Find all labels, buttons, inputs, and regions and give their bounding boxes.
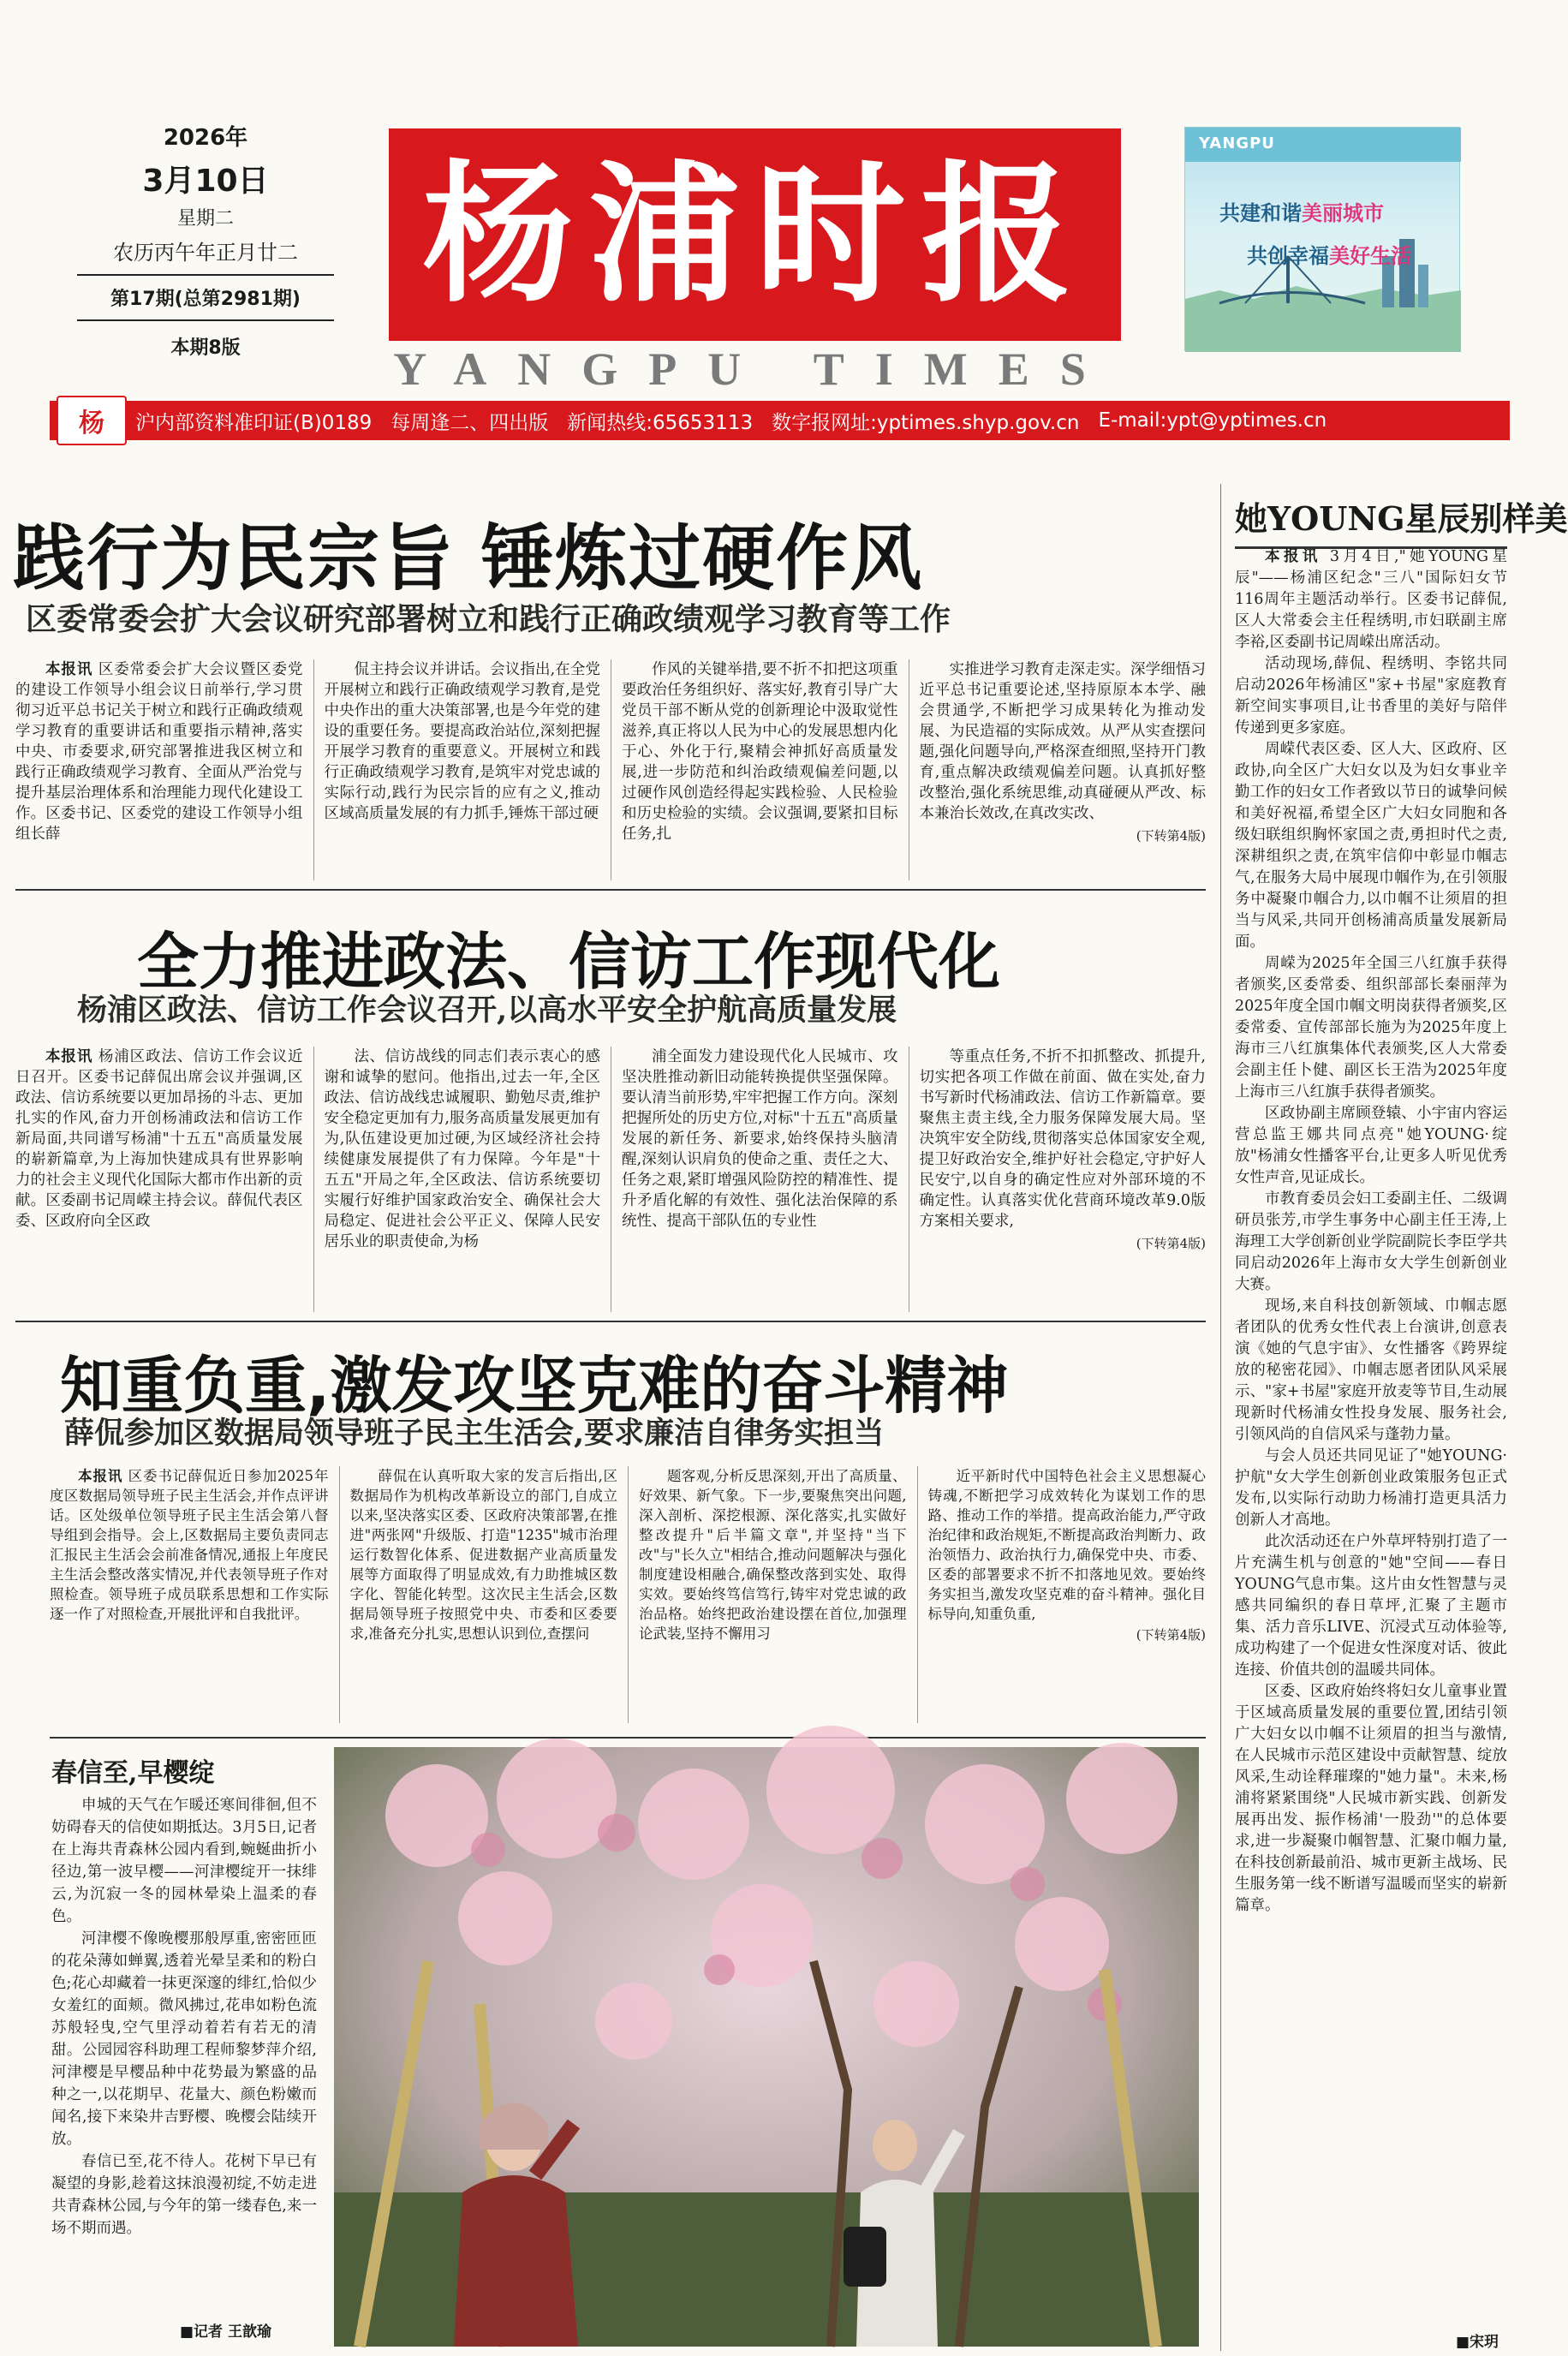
website-link[interactable]: 数字报网址:yptimes.shyp.gov.cn [772, 411, 1080, 434]
article2-col2 [313, 1047, 611, 1312]
sidebar-paragraph: 区政协副主席顾登辕、小宇宙内容运营总监王娜共同点亮"她YOUNG·绽放"杨浦女性播客平台,让更多人听见优秀女性声音,见证成长。 [1235, 1105, 1507, 1186]
article3-col4-text: 近平新时代中国特色社会主义思想凝心铸魂,不断把学习成效转化为谋划工作的思路、推动工作的举措。提高政治能力,严守政治纪律和政治规矩,不断提高政治判断力、政治领悟力、政治执行力,确保党中央、市委、区委的部署要求不折不扣落地见效。要始终务实担当,激发攻坚克难的奋斗精神。强化目标导向,知重负重, [927, 1468, 1206, 1622]
article2-col1 [15, 1047, 313, 1312]
article2-continue[interactable]: (下转第4版) [1136, 1236, 1206, 1251]
article3-col2 [339, 1466, 629, 1723]
lunar-date: 农历丙午年正月廿二 [77, 236, 334, 276]
article1-col2-text: 侃主持会议并讲话。会议指出,在全党开展树立和践行正确政绩观学习教育,是党中央作出的重大决策部署,也是今年党的建设的重要任务。要提高政治站位,深刻把握开展学习教育的重要意义。开展树立和践行正确政绩观学习教育,是筑牢对党忠诚的实际行动,践行为民宗旨的应有之义,推动区域高质量发展的有力抓手,锤炼干部过硬 [324, 661, 600, 822]
article3-col1 [50, 1466, 339, 1723]
page-count: 本期8版 [170, 337, 241, 359]
sidebar-paragraph: 活动现场,薛侃、程绣明、李铭共同启动2026年杨浦区"家+书屋"家庭教育新空间实事项目,让书香里的美好与陪伴传递到更多家庭。 [1235, 655, 1507, 737]
article2-col4 [909, 1047, 1207, 1312]
article1-subhead: 区委常委会扩大会议研究部署树立和践行正确政绩观学习教育等工作 [26, 601, 951, 637]
ad-slogan-1 [1219, 196, 1384, 226]
feature-body [51, 1794, 317, 2240]
article3-col3-text: 题客观,分析反思深刻,开出了高质量、好效果、新气象。下一步,要聚焦突出问题,深入剖析、深挖根源、深化落实,扎实做好整改提升"后半篇文章",并坚持"当下改"与"长久立"相结合,推动问题解决与强化制度建设相融合,确保整改落到实处、取得实效。要始终笃信笃行,铸牢对党忠诚的政治品格。始终把政治建设摆在首位,加强理论武装,坚持不懈用习 [639, 1468, 907, 1642]
masthead-title: 杨浦时报 [422, 146, 1088, 323]
ad-banner [1184, 127, 1460, 351]
divider [15, 889, 1206, 891]
article2-col1-text: 杨浦区政法、信访工作会议近日召开。区委书记薛侃出席会议并强调,区政法、信访系统要以更加昂扬的斗志、更加扎实的作风,奋力开创杨浦政法和信访工作新局面,共同谱写杨浦"十五五"高质量发展的崭新篇章,为上海加快建成具有世界影响力的社会主义现代化国际大都市作出新的贡献。区委副书记周嵘主持会议。薛侃代表区委、区政府向全区政 [15, 1048, 303, 1230]
feature-paragraph: 申城的天气在乍暖还寒间徘徊,但不妨碍春天的信使如期抵达。3月5日,记者在上海共青森林公园内看到,蜿蜒曲折小径边,第一波早樱——河津樱绽开一抹绯云,为沉寂一冬的园林晕染上温柔的春色。 [51, 1797, 317, 1925]
date-block [77, 120, 334, 360]
feature-title: 春信至,早樱绽 [51, 1758, 215, 1788]
ad-slogan-2b: 美好生活 [1329, 244, 1411, 268]
article2-col2-text: 法、信访战线的同志们表示衷心的感谢和诚挚的慰问。他指出,过去一年,全区政法、信访战线忠诚履职、勤勉尽责,维护安全稳定更加有力,服务高质量发展更加有为,队伍建设更加过硬,为区域经济社会持续健康发展提供了有力保障。今年是"十五五"开局之年,全区政法、信访系统要切实履行好维护国家政治安全、确保社会大局稳定、促进社会公平正义、保障人民安居乐业的职责使命,为杨 [324, 1048, 600, 1250]
article1-col4-text: 实推进学习教育走深走实。深学细悟习近平总书记重要论述,坚持原原本本学、融会贯通学,不断把学习成果转化为推动发展、为民造福的实际成效。从严从实查摆问题,强化问题导向,严格深查细照,坚持开门教育,重点解决政绩观偏差问题。认真抓好整改整治,强化系统思维,动真碰硬从严改、标本兼治长效改,在真改实改、 [919, 661, 1206, 822]
sidebar-paragraph: 3月4日,"她YOUNG星辰"——杨浦区纪念"三八"国际妇女节116周年主题活动举行。区委书记薛侃,区人大常委会主任程绣明,市妇联副主席李裕,区委副书记周嵘出席活动。 [1235, 548, 1507, 651]
article1-col3 [611, 659, 909, 880]
column-divider [1220, 484, 1221, 2351]
masthead-title-box [389, 128, 1121, 341]
article1-col2 [313, 659, 611, 880]
license-text: 沪内部资料准印证(B)0189 [135, 411, 373, 434]
article1-col3-text: 作风的关键举措,要不折不扣把这项重要政治任务组织好、落实好,教育引导广大党员干部不断从党的创新理论中汲取觉性滋养,真正将以人民为中心的发展思想内化于心、外化于行,聚精会神抓好高质量发展,进一步防范和纠治政绩观偏差问题,以过硬作风创造经得起实践检验、人民检验和历史检验的实绩。会议强调,要紧扣目标任务,扎 [622, 661, 898, 843]
schedule-text: 每周逢二、四出版 [391, 411, 549, 434]
photo-illustration [334, 1747, 1199, 2347]
article1-col1 [15, 659, 313, 880]
date-year: 2026年 [163, 125, 248, 151]
issue-number: 第17期(总第2981期) [77, 284, 334, 321]
sidebar-paragraph: 市教育委员会妇工委副主任、二级调研员张芳,市学生事务中心副主任王涛,上海理工大学创新创业学院副院长李臣学共同启动2026年上海市女大学生创新创业大赛。 [1235, 1190, 1507, 1293]
article2-subhead: 杨浦区政法、信访工作会议召开,以高水平安全护航高质量发展 [77, 993, 897, 1028]
article1-lead: 本报讯 [45, 661, 93, 678]
feature-paragraph: 春信已至,花不待人。花树下早已有凝望的身影,趁着这抹浪漫初绽,不妨走进共青森林公园,与今年的第一缕春色,来一场不期而遇。 [51, 2153, 317, 2237]
weekday: 星期二 [176, 208, 234, 230]
article2-body [15, 1047, 1206, 1312]
article3-col4 [917, 1466, 1207, 1723]
sidebar-paragraph: 周嵘代表区委、区人大、区政府、区政协,向全区广大妇女以及为妇女事业辛勤工作的妇女工作者致以节日的诚挚问候和美好祝福,希望全区广大妇女同胞和各级妇联组织胸怀家国之责,勇担时代之责,深耕组织之责,在筑牢信仰中彰显巾帼志气,在服务大局中展现巾帼作为,在引领服务中凝聚巾帼合力,以巾帼不让须眉的担当与风采,共同开创杨浦高质量发展新局面。 [1235, 741, 1507, 951]
feature-paragraph: 河津樱不像晚樱那般厚重,密密匝匝的花朵薄如蝉翼,透着光晕呈柔和的粉白色;花心却藏着一抹更深邃的绯红,恰似少女羞红的面颊。微风拂过,花串如粉色流苏般轻曳,空气里浮动着若有若无的清甜。公园园容科助理工程师黎梦萍介绍,河津樱是早樱品种中花势最为繁盛的品种之一,以花期早、花量大、颜色粉嫩而闻名,接下来染井吉野樱、晚樱会陆续开放。 [51, 1930, 317, 2148]
email-link[interactable]: E-mail:ypt@yptimes.cn [1098, 409, 1327, 432]
article3-body [50, 1466, 1206, 1723]
article3-headline: 知重负重,激发攻坚克难的奋斗精神 [60, 1350, 1009, 1422]
feature-byline: ■记者 王歆瑜 [180, 2323, 271, 2341]
cherry-blossom-photo [334, 1747, 1199, 2347]
sidebar-paragraph: 现场,来自科技创新领域、巾帼志愿者团队的优秀女性代表上台演讲,创意表演《她的气息宇宙》、女性播客《跨界绽放的秘密花园》、巾帼志愿者团队风采展示、"家+书屋"家庭开放麦等节目,生动展现新时代杨浦女性投身发展、服务社会,引领风尚的自信风采与蓬勃力量。 [1235, 1297, 1507, 1443]
article1-continue[interactable]: (下转第4版) [1136, 828, 1206, 844]
sidebar-title: 她YOUNG星辰别样美 [1235, 492, 1507, 549]
sidebar-paragraph: 周嵘为2025年全国三八红旗手获得者颁奖,区委常委、组织部部长秦丽萍为2025年度全国巾帼文明岗获得者颁奖,区委常委、宣传部部长施为为2025年度上海市三八红旗集体代表颁奖,区人大常委会副主任卜健、副区长王浩为2025年度上海市三八红旗手获得者颁奖。 [1235, 955, 1507, 1100]
article1-col1-text: 区委常委会扩大会议暨区委党的建设工作领导小组会议日前举行,学习贯彻习近平总书记关于树立和践行正确政绩观学习教育的重要讲话和重要指示精神,落实中央、市委要求,研究部署推进我区树立和践行正确政绩观学习教育、全面从严治党与提升基层治理体系和治理能力现代化建设工作。区委书记、区委党的建设工作领导小组组长薛 [15, 661, 303, 843]
article1-body [15, 659, 1206, 880]
article3-continue[interactable]: (下转第4版) [1136, 1627, 1206, 1643]
ad-slogan-1b: 美丽城市 [1302, 201, 1384, 225]
article3-col1-text: 区委书记薛侃近日参加2025年度区数据局领导班子民主生活会,并作点评讲话。区处级单位领导班子民主生活会第八督导组到会指导。会上,区数据局主要负责同志汇报民主生活会会前准备情况,通报上年度民主生活会整改落实情况,并代表领导班子作对照检查。领导班子成员联系思想和工作实际逐一作了对照检查,开展批评和自我批评。 [50, 1468, 329, 1622]
sidebar-paragraph: 区委、区政府始终将妇女儿童事业置于区域高质量发展的重要位置,团结引领广大妇女以巾帼不让须眉的担当与激情,在人民城市示范区建设中贡献智慧、绽放风采,生动诠释璀璨的"她力量"。未来,杨浦将紧紧围绕"人民城市新实践、创新发展再出发、振作杨浦'一股劲'"的总体要求,进一步凝聚巾帼智慧、汇聚巾帼力量,在科技创新最前沿、城市更新主战场、民生服务第一线不断谱写温暖而坚实的崭新篇章。 [1235, 1683, 1507, 1914]
newspaper-logo-icon [57, 396, 127, 445]
ad-slogan-2a: 共创幸福 [1247, 244, 1329, 268]
article2-lead: 本报讯 [45, 1048, 93, 1065]
hotline-text: 新闻热线:65653113 [567, 411, 754, 434]
info-bar [50, 401, 1510, 440]
ad-slogan-2 [1247, 239, 1411, 269]
article2-col3 [611, 1047, 909, 1312]
article3-lead: 本报讯 [78, 1468, 123, 1484]
sidebar-byline: ■宋玥 [1456, 2334, 1499, 2351]
article2-col3-text: 浦全面发力建设现代化人民城市、攻坚决胜推动新旧动能转换提供坚强保障。要认清当前形势,牢牢把握工作方向。深刻把握所处的历史方位,对标"十五五"高质量发展的新任务、新要求,始终保持头脑清醒,深刻认识肩负的使命之重、责任之大、任务之艰,紧盯增强风险防控的精准性、提升矛盾化解的有效性、强化法治保障的系统性、提高干部队伍的专业性 [622, 1048, 898, 1230]
article3-subhead: 薛侃参加区数据局领导班子民主生活会,要求廉洁自律务实担当 [64, 1416, 885, 1451]
article3-col3 [628, 1466, 917, 1723]
sidebar-paragraph: 此次活动还在户外草坪特别打造了一片充满生机与创意的"她"空间——春日YOUNG气息市集。这片由女性智慧与灵感共同编织的春日草坪,汇聚了主题市集、活力音乐LIVE、沉浸式互动体验等,成功构建了一个促进女性深度对话、彼此连接、价值共创的温暖共同体。 [1235, 1533, 1507, 1679]
article2-headline: 全力推进政法、信访工作现代化 [137, 926, 1001, 998]
sidebar-body [1235, 546, 1507, 2259]
sidebar-paragraph: 与会人员还共同见证了"她YOUNG·护航"女大学生创新创业政策服务包正式发布,以实际行动助力杨浦打造更具活力创新人才高地。 [1235, 1447, 1507, 1529]
article3-col2-text: 薛侃在认真听取大家的发言后指出,区数据局作为机构改革新设立的部门,自成立以来,坚决落实区委、区政府决策部署,在推进"两张网"升级版、打造"1235"城市治理运行数智化体系、促进数据产业高质量发展等方面取得了明显成效,有力助推城区数字化、智能化转型。这次民主生活会,区数据局领导班子按照党中央、市委和区委要求,准备充分扎实,思想认识到位,查摆问 [349, 1468, 617, 1642]
logo-glyph: 杨 [79, 409, 104, 438]
sidebar-lead: 本报讯 [1265, 548, 1321, 565]
article1-headline: 践行为民宗旨 锤炼过硬作风 [13, 516, 924, 600]
article1-col4 [909, 659, 1207, 880]
article2-col4-text: 等重点任务,不折不扣抓整改、抓提升,切实把各项工作做在前面、做在实处,奋力书写新时代杨浦政法、信访工作新篇章。要聚焦主责主线,全力服务保障发展大局。坚决筑牢安全防线,贯彻落实总体国家安全观,提卫好政治安全,维护好社会稳定,守护好人民安宁,以自身的确定性应对外部环境的不确定性。认真落实优化营商环境改革9.0版方案相关要求, [919, 1048, 1206, 1230]
date-day: 3月10日 [142, 164, 269, 199]
masthead-title-english: YANGPU TIMES [393, 343, 1117, 395]
ad-brand: YANGPU [1199, 134, 1275, 152]
ad-slogan-1a: 共建和谐 [1219, 201, 1302, 225]
divider [15, 1321, 1206, 1322]
